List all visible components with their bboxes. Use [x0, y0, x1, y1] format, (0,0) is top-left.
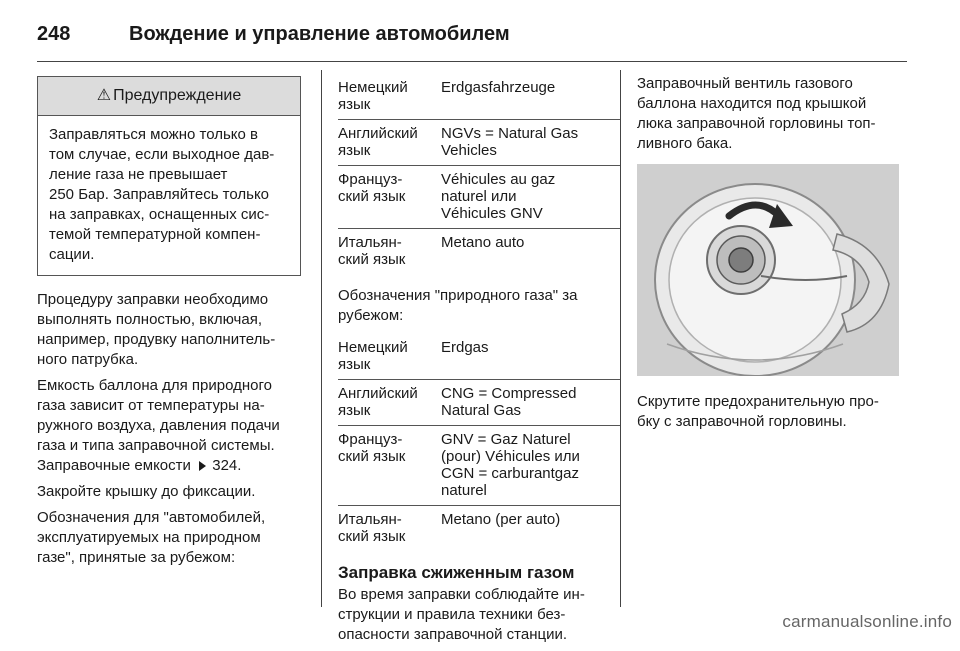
- warning-title: Предупреждение: [113, 87, 242, 104]
- column-1: [37, 74, 309, 574]
- column-2: [338, 74, 620, 651]
- paragraph-lpg: Во время заправки соблюдайте ин- струкции и правила техники без- опасности заправочной станции.: [338, 586, 585, 643]
- chapter-title: Вождение и управление автомобилем: [129, 22, 510, 45]
- page-reference-arrow-icon: [199, 461, 206, 471]
- warning-line: темой температурной компен-: [49, 226, 261, 243]
- watermark: carmanualsonline.info: [782, 612, 952, 631]
- column-divider-2: [620, 70, 621, 607]
- page-header: [37, 14, 907, 54]
- page-reference-link[interactable]: 324.: [212, 457, 242, 474]
- column-divider-1: [321, 70, 322, 607]
- fuel-filler-illustration: [637, 164, 899, 376]
- warning-box: [37, 76, 301, 276]
- table-row: Итальян- ский язык Metano (per auto): [338, 506, 620, 552]
- section-title-lpg: Заправка сжиженным газом: [338, 563, 575, 582]
- warning-line: сации.: [49, 246, 95, 263]
- warning-line: Заправляться можно только в: [49, 126, 258, 143]
- column-3: [637, 74, 909, 438]
- table-row: Немецкий язык Erdgas: [338, 339, 489, 373]
- warning-line: ление газа не превышает: [49, 166, 228, 183]
- paragraph-capacity: Емкость баллона для природного газа зависит от температуры на- ружного воздуха, давления подачи газа и типа заправочной системы. Заправочные емкости 324.: [37, 377, 280, 474]
- table-row: Английский язык CNG = Compressed Natural Gas: [338, 380, 620, 426]
- gas-designations-table: [338, 334, 620, 551]
- fuel-filler-drawing: [637, 164, 899, 376]
- table-row: Француз- ский язык GNV = Gaz Naturel (pour) Véhicules или CGN = carburantgaz naturel: [338, 426, 620, 506]
- warning-line: 250 Бар. Заправляйтесь только: [49, 186, 270, 203]
- table-row: Английский язык NGVs = Natural Gas Vehicles: [338, 120, 620, 166]
- paragraph-gas-designations: Обозначения "природного газа" за рубежом:: [338, 287, 578, 324]
- paragraph-valve-location: Заправочный вентиль газового баллона находится под крышкой люка заправочной горловины топ- ливного бака.: [637, 75, 876, 152]
- warning-header: [38, 77, 300, 116]
- warning-text: [38, 116, 300, 275]
- vehicle-designations-table: [338, 74, 620, 274]
- table-row: Француз- ский язык Véhicules au gaz naturel или Véhicules GNV: [338, 166, 620, 229]
- header-rule: [37, 61, 907, 62]
- table-row: Немецкий язык Erdgasfahrzeuge: [338, 79, 556, 113]
- warning-line: том случае, если выходное дав-: [49, 146, 275, 163]
- table-row: Итальян- ский язык Metano auto: [338, 229, 620, 275]
- page-number: 248: [37, 22, 71, 45]
- warning-line: на заправках, оснащенных сис-: [49, 206, 270, 223]
- paragraph-close-lid: Закройте крышку до фиксации.: [37, 483, 256, 500]
- paragraph-designations: Обозначения для "автомобилей, эксплуатируемых на природном газе", принятые за рубежом:: [37, 509, 266, 566]
- warning-triangle-icon: ⚠: [96, 87, 112, 104]
- paragraph-unscrew-cap: Скрутите предохранительную про- бку с заправочной горловины.: [637, 393, 879, 430]
- paragraph-procedure: Процедуру заправки необходимо выполнять полностью, включая, например, продувку наполнитель- ного патрубка.: [37, 291, 276, 368]
